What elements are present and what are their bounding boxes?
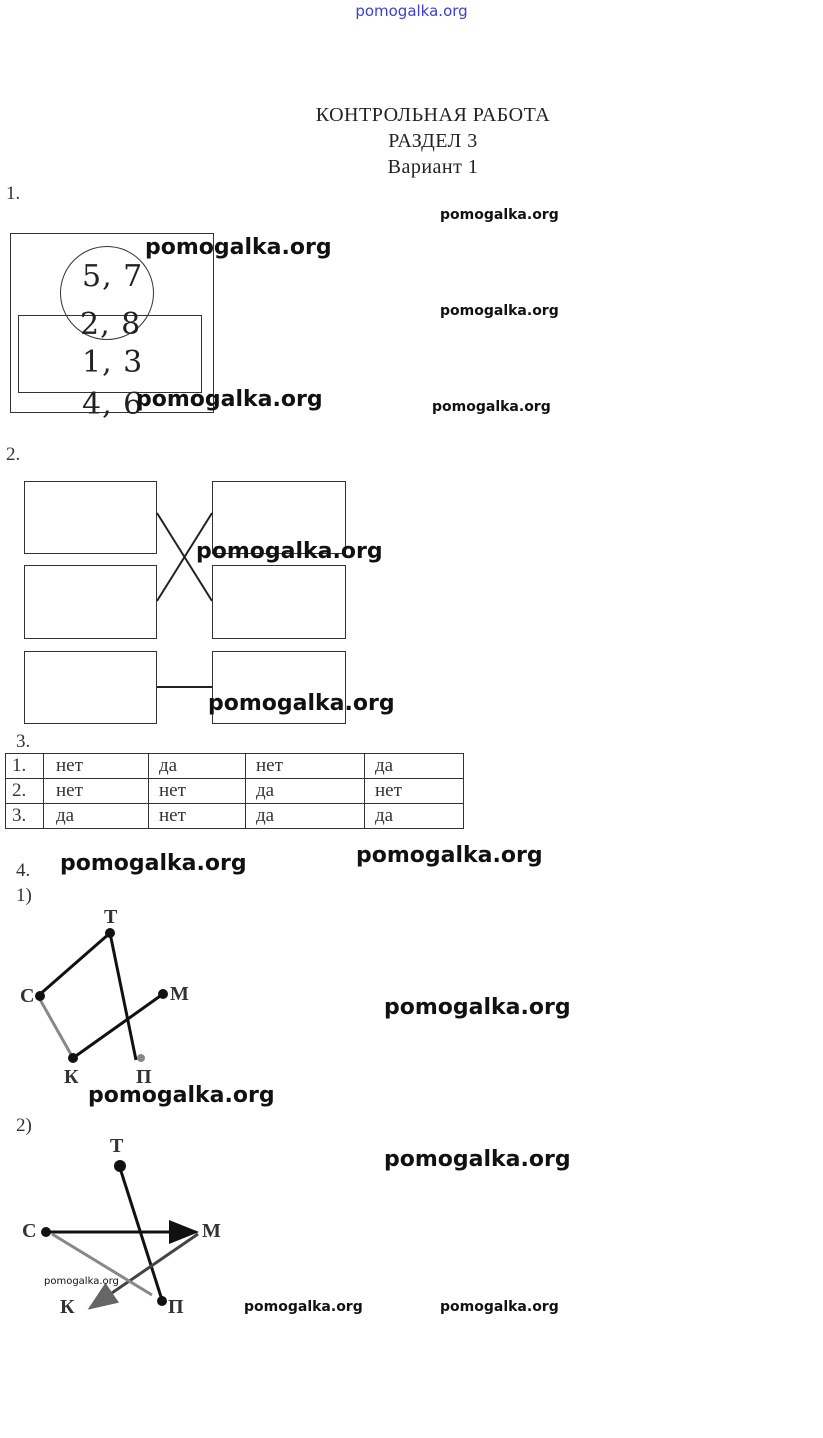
table-cell: да — [149, 754, 246, 779]
table-cell: нет — [246, 754, 365, 779]
venn-rect-values: 1, 3 — [82, 345, 144, 380]
watermark: pomogalka.org — [356, 843, 543, 868]
table-row — [6, 804, 464, 829]
task-4-number: 4. — [16, 860, 31, 881]
graph1-label-t: Т — [104, 906, 118, 928]
watermark: pomogalka.org — [136, 387, 323, 412]
task-4-sub-1: 1) — [16, 885, 32, 906]
watermark: pomogalka.org — [384, 1147, 571, 1172]
graph1-label-p: П — [136, 1066, 152, 1088]
graph1-label-k: К — [64, 1066, 79, 1088]
graph1-label-c: С — [20, 985, 35, 1007]
graph2-label-t: Т — [110, 1135, 124, 1157]
graph2-node-t — [114, 1160, 126, 1172]
graph1-edge-c-k — [38, 996, 73, 1058]
venn-outer-values: 4, 6 — [82, 387, 144, 422]
answers-table — [5, 753, 464, 829]
graph2-label-p: П — [168, 1296, 184, 1318]
graph1-node-t — [105, 928, 115, 938]
graph1-label-m: М — [170, 983, 189, 1005]
graph1-edge-t-c — [38, 933, 110, 996]
section-title: РАЗДЕЛ 3 — [388, 130, 478, 152]
watermark: pomogalka.org — [440, 303, 559, 319]
table-cell: нет — [44, 754, 149, 779]
table-cell: нет — [149, 779, 246, 804]
graph2-label-k: К — [60, 1296, 75, 1318]
table-cell: да — [44, 804, 149, 829]
graph2-node-p — [157, 1296, 167, 1306]
table-cell: 1. — [6, 754, 44, 779]
task-1-number: 1. — [6, 183, 21, 204]
page-title: КОНТРОЛЬНАЯ РАБОТА — [315, 104, 551, 126]
venn-overlap-values: 2, 8 — [80, 307, 142, 342]
graph1-node-p — [137, 1054, 145, 1062]
graph1-node-c — [35, 991, 45, 1001]
watermark: pomogalka.org — [440, 207, 559, 223]
graph1-edge-m-k — [73, 994, 163, 1058]
graph-2 — [0, 1130, 260, 1330]
watermark: pomogalka.org — [44, 1276, 119, 1287]
table-cell: 3. — [6, 804, 44, 829]
variant-title: Вариант 1 — [387, 156, 479, 178]
watermark: pomogalka.org — [208, 691, 395, 716]
table-row — [6, 754, 464, 779]
venn-circle-values: 5, 7 — [82, 259, 144, 294]
table-cell: 2. — [6, 779, 44, 804]
graph1-node-k — [68, 1053, 78, 1063]
table-cell: нет — [149, 804, 246, 829]
task-3-number: 3. — [16, 731, 31, 752]
watermark: pomogalka.org — [244, 1299, 363, 1315]
task-4-sub-2: 2) — [16, 1115, 32, 1136]
watermark: pomogalka.org — [440, 1299, 559, 1315]
graph2-node-c — [41, 1227, 51, 1237]
table-cell: да — [246, 779, 365, 804]
task-2-number: 2. — [6, 444, 21, 465]
graph1-node-m — [158, 989, 168, 999]
graph1-edge-t-p — [110, 933, 136, 1060]
table-cell: нет — [365, 779, 464, 804]
table-cell: да — [365, 754, 464, 779]
graph2-label-m: М — [202, 1220, 221, 1242]
table-cell: нет — [44, 779, 149, 804]
table-cell: да — [246, 804, 365, 829]
watermark: pomogalka.org — [145, 235, 332, 260]
graph-1 — [0, 900, 260, 1100]
table-cell: да — [365, 804, 464, 829]
watermark: pomogalka.org — [60, 851, 247, 876]
site-header[interactable]: pomogalka.org — [355, 2, 468, 20]
watermark: pomogalka.org — [196, 539, 383, 564]
watermark: pomogalka.org — [384, 995, 571, 1020]
watermark: pomogalka.org — [432, 399, 551, 415]
watermark: pomogalka.org — [88, 1083, 275, 1108]
table-row — [6, 779, 464, 804]
graph2-label-c: С — [22, 1220, 37, 1242]
